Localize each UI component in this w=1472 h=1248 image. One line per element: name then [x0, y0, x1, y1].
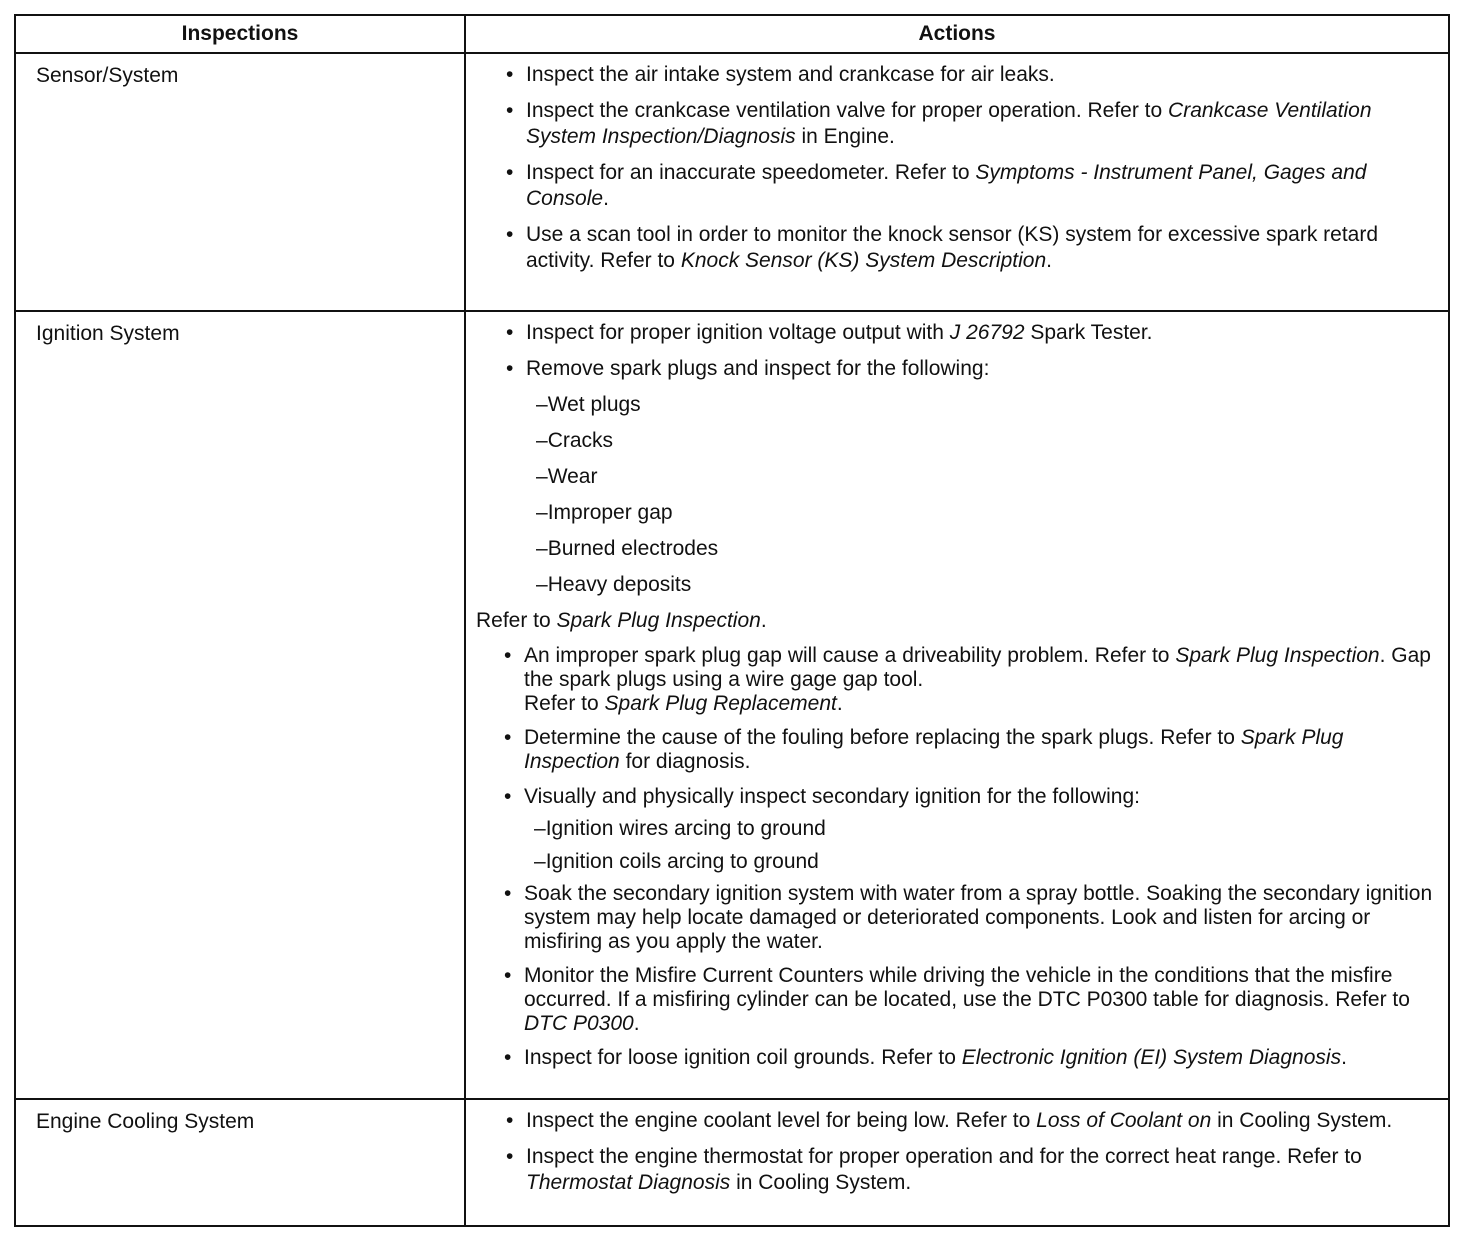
inspection-cell: Ignition System — [15, 311, 465, 1099]
header-actions: Actions — [465, 15, 1449, 53]
action-item: • Soak the secondary ignition system with water from a spray bottle. Soaking the secondary ignition system may help locate damaged or deteriorated components. Look and listen for arcing or misfiring as you apply the water. — [476, 882, 1434, 954]
check-item: – Cracks — [476, 428, 1434, 454]
action-item: • Inspect for an inaccurate speedometer. Refer to Symptoms - Instrument Panel, Gages and Console. — [476, 160, 1434, 212]
reference-link: Spark Plug Inspection — [556, 609, 761, 632]
action-item: • Monitor the Misfire Current Counters while driving the vehicle in the conditions that the misfire occurred. If a misfiring cylinder can be located, use the DTC P0300 table for diagnosis. Refer to DTC P0300. — [476, 964, 1434, 1036]
action-item: • Determine the cause of the fouling before replacing the spark plugs. Refer to Spark Plug Inspection for diagnosis. — [476, 726, 1434, 774]
table-header-row — [15, 15, 1449, 53]
action-item: • Use a scan tool in order to monitor the knock sensor (KS) system for excessive spark retard activity. Refer to Knock Sensor (KS) System Description. — [476, 222, 1434, 274]
check-item: – Ignition wires arcing to ground — [476, 816, 1434, 842]
check-item: – Wear — [476, 464, 1434, 490]
action-item: • Remove spark plugs and inspect for the following: — [476, 356, 1434, 382]
inspection-table — [14, 14, 1450, 1227]
reference-link: Crankcase Ventilation System Inspection/Diagnosis — [526, 99, 1372, 148]
reference-link: Knock Sensor (KS) System Description — [680, 249, 1047, 272]
reference-link: Spark Plug Replacement — [604, 692, 837, 715]
header-inspections: Inspections — [15, 15, 465, 53]
check-item: – Wet plugs — [476, 392, 1434, 418]
reference-link: Spark Plug Inspection — [1175, 644, 1380, 667]
tool-reference: J 26792 — [949, 321, 1025, 344]
refer-note: Refer to Spark Plug Inspection. — [476, 609, 767, 632]
action-item: • Inspect the crankcase ventilation valve for proper operation. Refer to Crankcase Ventilation System Inspection/Diagnosis in Engine. — [476, 98, 1434, 150]
action-item: • Visually and physically inspect secondary ignition for the following: — [476, 784, 1434, 810]
action-item: • An improper spark plug gap will cause a driveability problem. Refer to Spark Plug Inspection. Gap the spark plugs using a wire gage gap tool. Refer to Spark Plug Replacement. — [476, 644, 1434, 716]
check-item: – Heavy deposits — [476, 572, 1434, 598]
reference-link: Loss of Coolant on — [1036, 1109, 1212, 1132]
reference-link: Electronic Ignition (EI) System Diagnosis — [961, 1046, 1342, 1069]
table-row — [15, 311, 1449, 1099]
check-item: – Burned electrodes — [476, 536, 1434, 562]
actions-cell — [465, 53, 1449, 311]
reference-link: DTC P0300 — [524, 1012, 634, 1035]
action-item: • Inspect for loose ignition coil grounds. Refer to Electronic Ignition (EI) System Diagnosis. — [476, 1046, 1434, 1070]
inspection-cell: Sensor/System — [15, 53, 465, 311]
reference-link: Thermostat Diagnosis — [526, 1171, 731, 1194]
actions-cell — [465, 311, 1449, 1099]
reference-link: Symptoms - Instrument Panel, Gages and Console — [526, 161, 1367, 210]
table-row — [15, 53, 1449, 311]
check-item: – Improper gap — [476, 500, 1434, 526]
reference-link: Spark Plug Inspection — [524, 726, 1344, 773]
table-row — [15, 1099, 1449, 1226]
action-item: • Inspect the engine coolant level for being low. Refer to Loss of Coolant on in Cooling System. — [476, 1108, 1434, 1134]
check-item: – Ignition coils arcing to ground — [476, 849, 1434, 875]
inspection-cell: Engine Cooling System — [15, 1099, 465, 1226]
action-item: • Inspect the air intake system and crankcase for air leaks. — [476, 62, 1434, 88]
actions-cell — [465, 1099, 1449, 1226]
action-item: • Inspect for proper ignition voltage output with J 26792 Spark Tester. — [476, 320, 1434, 346]
action-item: • Inspect the engine thermostat for proper operation and for the correct heat range. Refer to Thermostat Diagnosis in Cooling System. — [476, 1144, 1434, 1196]
